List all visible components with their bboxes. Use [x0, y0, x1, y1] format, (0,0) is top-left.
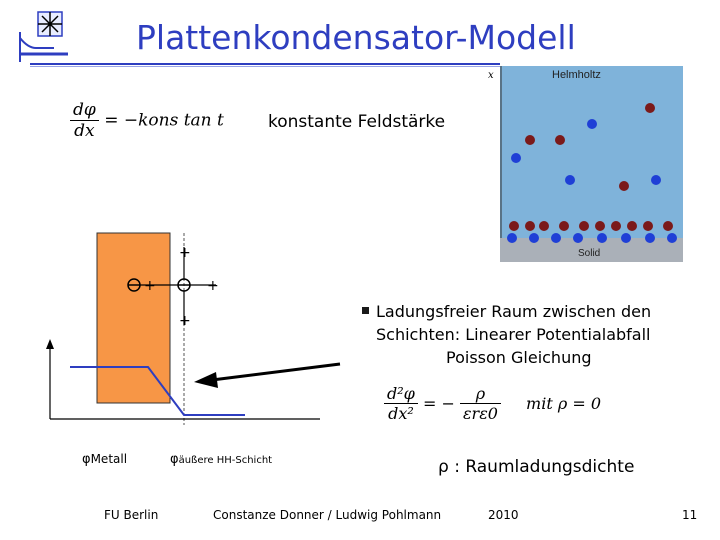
bullet-marker: [362, 307, 369, 314]
phi-metall-sub: Metall: [90, 452, 128, 466]
cation: [509, 221, 519, 231]
phi-hh-symbol: φ: [170, 452, 179, 467]
field-formula: [70, 100, 224, 141]
cation: [663, 221, 673, 231]
anion: [587, 119, 597, 129]
poisson-rhs-den: εrε0: [462, 404, 498, 423]
svg-text:+: +: [207, 278, 219, 294]
cation: [539, 221, 549, 231]
poisson-suffix: mit ρ = 0: [526, 394, 602, 413]
cation: [525, 221, 535, 231]
panel-bottom-label: Solid: [578, 248, 601, 259]
svg-text:+: +: [179, 245, 191, 261]
poisson-lhs: [384, 384, 418, 423]
helmholtz-panel: [500, 66, 683, 262]
anion: [621, 233, 631, 243]
dipole-right: [190, 278, 219, 294]
bullet-line-3: Poisson Gleichung: [446, 348, 592, 367]
cation: [645, 103, 655, 113]
phi-hh-label: [170, 452, 272, 467]
cation: [595, 221, 605, 231]
footer-year: 2010: [488, 508, 519, 522]
panel-top-label: Helmholtz: [552, 69, 601, 81]
poisson-eq: = −: [422, 394, 455, 413]
poisson-lhs-num: d²φ: [384, 384, 418, 404]
metal-electrode: [97, 233, 170, 403]
phi-metall-symbol: φ: [82, 452, 91, 467]
formula-numerator: dφ: [70, 100, 99, 121]
dipole-top: [179, 245, 191, 279]
footer-authors: Constanze Donner / Ludwig Pohlmann: [213, 508, 442, 522]
panel-axis-label: x: [488, 70, 494, 81]
title-rule: [30, 63, 500, 65]
panel-background: [500, 66, 683, 262]
anion: [651, 175, 661, 185]
cation: [555, 135, 565, 145]
bullet-line-2: Schichten: Linearer Potentialabfall: [376, 325, 651, 344]
phi-metall-label: [82, 452, 127, 467]
anion: [551, 233, 561, 243]
constant-field-label: konstante Feldstärke: [268, 112, 446, 132]
anion: [573, 233, 583, 243]
cation: [611, 221, 621, 231]
anion: [511, 153, 521, 163]
cation: [627, 221, 637, 231]
anion: [667, 233, 677, 243]
anion: [529, 233, 539, 243]
svg-text:+: +: [144, 278, 156, 294]
poisson-rhs: [460, 384, 501, 423]
logo-curve: [20, 38, 54, 48]
rho-definition: ρ : Raumladungsdichte: [438, 457, 635, 477]
poisson-rhs-num: ρ: [460, 384, 501, 404]
cation: [579, 221, 589, 231]
anion: [507, 233, 517, 243]
formula-rhs: = −kons tan t: [104, 110, 224, 131]
potential-y-arrow: [46, 339, 54, 349]
fu-logo: [14, 6, 74, 66]
formula-fraction: [70, 100, 99, 141]
capacitor-diagram: [40, 225, 340, 425]
cation: [559, 221, 569, 231]
cation: [619, 181, 629, 191]
title-rule-light: [30, 66, 500, 67]
svg-text:+: +: [179, 313, 191, 329]
poisson-lhs-den: dx²: [388, 404, 414, 423]
anion: [597, 233, 607, 243]
cation: [525, 135, 535, 145]
dipole-bottom: [179, 291, 191, 329]
bullet-text: [376, 300, 696, 369]
poisson-formula: [384, 384, 601, 423]
footer-page-number: 11: [682, 508, 698, 522]
bullet-line-1: Ladungsfreier Raum zwischen den: [376, 302, 652, 321]
phi-hh-sub: äußere HH-Schicht: [178, 455, 273, 466]
cation: [643, 221, 653, 231]
anion: [565, 175, 575, 185]
formula-denominator: dx: [74, 121, 95, 141]
footer-institution: FU Berlin: [104, 508, 159, 522]
anion: [645, 233, 655, 243]
pointer-arrow: [190, 360, 350, 390]
slide-title: Plattenkondensator-Modell: [136, 18, 576, 57]
